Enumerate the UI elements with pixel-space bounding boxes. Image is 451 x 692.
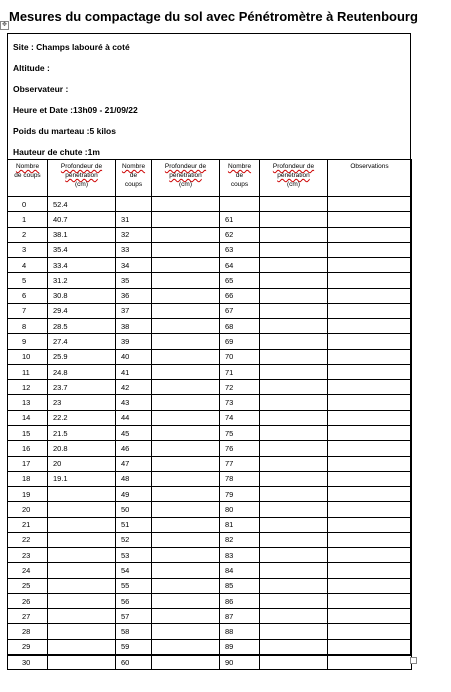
table-cell[interactable] <box>328 578 412 593</box>
table-cell[interactable]: 80 <box>220 502 260 517</box>
table-cell[interactable]: 77 <box>220 456 260 471</box>
table-row <box>8 593 412 608</box>
table-cell[interactable]: 3 <box>8 242 48 257</box>
table-cell[interactable]: 0 <box>8 197 48 212</box>
header-blows-2: Nombre de coups <box>116 160 152 197</box>
header-blows-1: Nombre de coups <box>8 160 48 197</box>
table-cell[interactable] <box>260 334 328 349</box>
table-cell[interactable] <box>48 548 116 563</box>
table-row <box>8 548 412 563</box>
table-cell[interactable] <box>260 212 328 227</box>
table-cell[interactable] <box>152 517 220 532</box>
table-cell[interactable]: 11 <box>8 364 48 379</box>
table-cell[interactable]: 82 <box>220 532 260 547</box>
table-cell[interactable] <box>260 487 328 502</box>
table-cell[interactable] <box>152 654 220 669</box>
table-cell[interactable] <box>152 227 220 242</box>
table-cell[interactable] <box>260 639 328 654</box>
table-cell[interactable]: 33 <box>116 242 152 257</box>
table-cell[interactable] <box>260 654 328 669</box>
table-cell[interactable] <box>48 639 116 654</box>
table-cell[interactable]: 83 <box>220 548 260 563</box>
table-cell[interactable] <box>152 624 220 639</box>
table-cell[interactable]: 32 <box>116 227 152 242</box>
table-cell[interactable] <box>260 380 328 395</box>
table-cell[interactable] <box>328 654 412 669</box>
observer-line[interactable]: Observateur : <box>13 84 69 94</box>
table-cell[interactable] <box>152 319 220 334</box>
table-cell[interactable]: 1 <box>8 212 48 227</box>
table-cell[interactable] <box>260 456 328 471</box>
table-cell[interactable] <box>328 303 412 318</box>
table-cell[interactable] <box>260 227 328 242</box>
table-cell[interactable]: 23.7 <box>48 380 116 395</box>
table-cell[interactable] <box>152 273 220 288</box>
table-cell[interactable] <box>328 227 412 242</box>
table-cell[interactable] <box>328 517 412 532</box>
table-cell[interactable]: 36 <box>116 288 152 303</box>
table-cell[interactable]: 67 <box>220 303 260 318</box>
table-cell[interactable] <box>48 624 116 639</box>
table-cell[interactable] <box>328 212 412 227</box>
table-cell[interactable]: 40.7 <box>48 212 116 227</box>
table-cell[interactable] <box>152 563 220 578</box>
table-cell[interactable]: 51 <box>116 517 152 532</box>
table-cell[interactable] <box>152 212 220 227</box>
table-cell[interactable] <box>152 456 220 471</box>
table-row <box>8 639 412 654</box>
table-cell[interactable]: 78 <box>220 471 260 486</box>
table-cell[interactable]: 75 <box>220 425 260 440</box>
table-cell[interactable] <box>328 593 412 608</box>
header-depth-1: Profondeur de pénétration (cm) <box>48 160 116 197</box>
table-cell[interactable]: 66 <box>220 288 260 303</box>
hammer-weight-line[interactable]: Poids du marteau :5 kilos <box>13 126 116 136</box>
table-cell[interactable] <box>328 532 412 547</box>
table-cell[interactable] <box>48 578 116 593</box>
table-cell[interactable] <box>260 197 328 212</box>
table-cell[interactable] <box>152 425 220 440</box>
table-cell[interactable]: 31.2 <box>48 273 116 288</box>
table-cell[interactable]: 73 <box>220 395 260 410</box>
table-cell[interactable] <box>48 532 116 547</box>
table-cell[interactable] <box>152 364 220 379</box>
table-cell[interactable]: 20 <box>8 502 48 517</box>
table-cell[interactable]: 23 <box>8 548 48 563</box>
drop-height-line[interactable]: Hauteur de chute :1m <box>13 147 100 157</box>
table-cell[interactable]: 38 <box>116 319 152 334</box>
table-cell[interactable] <box>328 349 412 364</box>
table-cell[interactable] <box>328 273 412 288</box>
table-cell[interactable]: 38.1 <box>48 227 116 242</box>
table-row <box>8 303 412 318</box>
table-cell[interactable] <box>328 563 412 578</box>
table-cell[interactable]: 63 <box>220 242 260 257</box>
table-cell[interactable]: 43 <box>116 395 152 410</box>
table-cell[interactable] <box>260 258 328 273</box>
table-cell[interactable]: 52 <box>116 532 152 547</box>
table-cell[interactable]: 35 <box>116 273 152 288</box>
table-cell[interactable]: 76 <box>220 441 260 456</box>
table-row <box>8 578 412 593</box>
table-cell[interactable]: 71 <box>220 364 260 379</box>
table-cell[interactable]: 23 <box>48 395 116 410</box>
table-cell[interactable] <box>152 334 220 349</box>
table-cell[interactable]: 28.5 <box>48 319 116 334</box>
measurement-sheet <box>7 33 411 667</box>
table-cell[interactable] <box>328 441 412 456</box>
table-cell[interactable] <box>260 288 328 303</box>
table-row <box>8 380 412 395</box>
header-observations: Observations <box>328 160 412 197</box>
table-cell[interactable] <box>48 654 116 669</box>
table-cell[interactable]: 25 <box>8 578 48 593</box>
table-cell[interactable]: 28 <box>8 624 48 639</box>
table-cell[interactable] <box>328 319 412 334</box>
table-row <box>8 609 412 624</box>
table-cell[interactable]: 20 <box>48 456 116 471</box>
table-cell[interactable]: 17 <box>8 456 48 471</box>
table-cell[interactable] <box>152 410 220 425</box>
table-cell[interactable]: 41 <box>116 364 152 379</box>
table-cell[interactable]: 70 <box>220 349 260 364</box>
table-cell[interactable] <box>152 639 220 654</box>
table-row <box>8 349 412 364</box>
table-cell[interactable] <box>152 487 220 502</box>
table-cell[interactable]: 74 <box>220 410 260 425</box>
table-row <box>8 319 412 334</box>
table-cell[interactable]: 19 <box>8 487 48 502</box>
table-cell[interactable]: 27.4 <box>48 334 116 349</box>
table-row <box>8 471 412 486</box>
table-cell[interactable] <box>260 578 328 593</box>
table-cell[interactable]: 88 <box>220 624 260 639</box>
table-cell[interactable] <box>260 303 328 318</box>
table-cell[interactable]: 81 <box>220 517 260 532</box>
table-cell[interactable]: 25.9 <box>48 349 116 364</box>
table-row <box>8 441 412 456</box>
table-cell[interactable] <box>152 548 220 563</box>
table-cell[interactable] <box>260 548 328 563</box>
table-cell[interactable]: 50 <box>116 502 152 517</box>
table-cell[interactable] <box>260 395 328 410</box>
table-cell[interactable] <box>48 563 116 578</box>
table-cell[interactable]: 31 <box>116 212 152 227</box>
table-cell[interactable]: 79 <box>220 487 260 502</box>
table-header-row <box>8 160 412 197</box>
table-cell[interactable] <box>260 532 328 547</box>
table-cell[interactable] <box>152 303 220 318</box>
table-cell[interactable]: 42 <box>116 380 152 395</box>
table-cell[interactable] <box>328 364 412 379</box>
table-cell[interactable] <box>328 288 412 303</box>
table-cell[interactable]: 29 <box>8 639 48 654</box>
table-cell[interactable]: 39 <box>116 334 152 349</box>
header-depth-3: Profondeur de pénétration (cm) <box>260 160 328 197</box>
table-cell[interactable] <box>260 502 328 517</box>
table-cell[interactable] <box>328 410 412 425</box>
table-cell[interactable] <box>152 395 220 410</box>
table-row <box>8 395 412 410</box>
table-cell[interactable]: 21 <box>8 517 48 532</box>
table-cell[interactable] <box>328 258 412 273</box>
table-row <box>8 212 412 227</box>
table-cell[interactable] <box>260 273 328 288</box>
table-cell[interactable]: 89 <box>220 639 260 654</box>
table-cell[interactable] <box>328 471 412 486</box>
table-cell[interactable]: 72 <box>220 380 260 395</box>
table-cell[interactable]: 21.5 <box>48 425 116 440</box>
table-cell[interactable] <box>152 502 220 517</box>
table-cell[interactable]: 58 <box>116 624 152 639</box>
table-cell[interactable]: 13 <box>8 395 48 410</box>
altitude-line[interactable]: Altitude : <box>13 63 50 73</box>
table-cell[interactable] <box>260 425 328 440</box>
table-cell[interactable] <box>328 242 412 257</box>
table-cell[interactable]: 6 <box>8 288 48 303</box>
table-cell[interactable]: 56 <box>116 593 152 608</box>
table-cell[interactable]: 44 <box>116 410 152 425</box>
table-cell[interactable]: 37 <box>116 303 152 318</box>
table-cell[interactable]: 46 <box>116 441 152 456</box>
table-cell[interactable] <box>328 609 412 624</box>
header-depth-2: Profondeur de pénétration (cm) <box>152 160 220 197</box>
table-row <box>8 227 412 242</box>
table-row <box>8 197 412 212</box>
table-cell[interactable]: 55 <box>116 578 152 593</box>
table-cell[interactable] <box>152 242 220 257</box>
table-cell[interactable]: 24.8 <box>48 364 116 379</box>
table-cell[interactable] <box>152 593 220 608</box>
table-cell[interactable]: 9 <box>8 334 48 349</box>
table-cell[interactable] <box>152 197 220 212</box>
table-cell[interactable]: 22 <box>8 532 48 547</box>
table-cell[interactable]: 18 <box>8 471 48 486</box>
table-cell[interactable]: 16 <box>8 441 48 456</box>
table-cell[interactable] <box>328 197 412 212</box>
table-cell[interactable] <box>260 471 328 486</box>
table-cell[interactable] <box>328 334 412 349</box>
table-cell[interactable] <box>328 456 412 471</box>
table-row <box>8 487 412 502</box>
table-cell[interactable] <box>260 410 328 425</box>
table-cell[interactable] <box>48 593 116 608</box>
table-cell[interactable]: 33.4 <box>48 258 116 273</box>
site-line[interactable]: Site : Champs labouré à coté <box>13 42 130 52</box>
table-cell[interactable] <box>48 502 116 517</box>
table-cell[interactable]: 29.4 <box>48 303 116 318</box>
table-row <box>8 410 412 425</box>
table-cell[interactable]: 35.4 <box>48 242 116 257</box>
table-cell[interactable]: 34 <box>116 258 152 273</box>
table-cell[interactable] <box>116 197 152 212</box>
table-row <box>8 288 412 303</box>
table-cell[interactable] <box>260 242 328 257</box>
table-cell[interactable] <box>152 258 220 273</box>
table-cell[interactable]: 20.8 <box>48 441 116 456</box>
document-title: Mesures du compactage du sol avec Pénétromètre à Reutenbourg <box>9 9 418 24</box>
table-row <box>8 563 412 578</box>
table-cell[interactable] <box>152 288 220 303</box>
table-cell[interactable] <box>48 517 116 532</box>
table-move-handle-icon[interactable]: ✥ <box>1 22 8 28</box>
table-cell[interactable]: 69 <box>220 334 260 349</box>
table-cell[interactable]: 7 <box>8 303 48 318</box>
table-cell[interactable] <box>48 609 116 624</box>
table-cell[interactable]: 57 <box>116 609 152 624</box>
table-row <box>8 456 412 471</box>
table-cell[interactable]: 87 <box>220 609 260 624</box>
site-info-block <box>8 34 410 159</box>
table-cell[interactable] <box>260 609 328 624</box>
table-cell[interactable]: 30.8 <box>48 288 116 303</box>
table-cell[interactable]: 48 <box>116 471 152 486</box>
table-cell[interactable]: 84 <box>220 563 260 578</box>
table-cell[interactable]: 53 <box>116 548 152 563</box>
table-cell[interactable] <box>260 517 328 532</box>
measurements-table <box>7 159 412 670</box>
table-cell[interactable]: 52.4 <box>48 197 116 212</box>
header-blows-3: Nombre de coups <box>220 160 260 197</box>
table-cell[interactable] <box>260 563 328 578</box>
table-cell[interactable]: 8 <box>8 319 48 334</box>
table-cell[interactable] <box>328 487 412 502</box>
table-cell[interactable]: 85 <box>220 578 260 593</box>
table-cell[interactable]: 90 <box>220 654 260 669</box>
table-cell[interactable]: 5 <box>8 273 48 288</box>
table-cell[interactable] <box>328 639 412 654</box>
table-row <box>8 334 412 349</box>
table-cell[interactable]: 59 <box>116 639 152 654</box>
table-cell[interactable] <box>152 349 220 364</box>
table-resize-handle-icon[interactable] <box>410 657 417 664</box>
table-cell[interactable] <box>152 380 220 395</box>
table-cell[interactable] <box>152 532 220 547</box>
table-row <box>8 502 412 517</box>
table-cell[interactable]: 86 <box>220 593 260 608</box>
table-cell[interactable]: 45 <box>116 425 152 440</box>
table-cell[interactable]: 15 <box>8 425 48 440</box>
table-cell[interactable] <box>260 349 328 364</box>
table-cell[interactable]: 49 <box>116 487 152 502</box>
table-cell[interactable] <box>260 624 328 639</box>
table-cell[interactable]: 14 <box>8 410 48 425</box>
table-cell[interactable] <box>152 609 220 624</box>
table-cell[interactable] <box>328 502 412 517</box>
table-cell[interactable]: 12 <box>8 380 48 395</box>
table-cell[interactable]: 47 <box>116 456 152 471</box>
table-cell[interactable] <box>48 487 116 502</box>
table-cell[interactable]: 26 <box>8 593 48 608</box>
table-row <box>8 624 412 639</box>
table-row <box>8 532 412 547</box>
table-cell[interactable]: 22.2 <box>48 410 116 425</box>
table-cell[interactable] <box>152 441 220 456</box>
table-cell[interactable]: 4 <box>8 258 48 273</box>
table-body <box>8 197 412 670</box>
table-row <box>8 364 412 379</box>
table-cell[interactable]: 65 <box>220 273 260 288</box>
table-cell[interactable]: 62 <box>220 227 260 242</box>
table-cell[interactable] <box>260 441 328 456</box>
time-date-line[interactable]: Heure et Date :13h09 - 21/09/22 <box>13 105 138 115</box>
table-row <box>8 517 412 532</box>
table-row <box>8 425 412 440</box>
table-cell[interactable] <box>152 471 220 486</box>
table-cell[interactable]: 64 <box>220 258 260 273</box>
table-row <box>8 258 412 273</box>
table-cell[interactable] <box>328 624 412 639</box>
table-cell[interactable]: 54 <box>116 563 152 578</box>
table-cell[interactable] <box>328 395 412 410</box>
table-cell[interactable]: 27 <box>8 609 48 624</box>
table-cell[interactable]: 24 <box>8 563 48 578</box>
table-row <box>8 654 412 669</box>
table-cell[interactable]: 19.1 <box>48 471 116 486</box>
table-cell[interactable]: 40 <box>116 349 152 364</box>
table-cell[interactable]: 10 <box>8 349 48 364</box>
table-cell[interactable]: 30 <box>8 654 48 669</box>
table-cell[interactable] <box>328 380 412 395</box>
table-cell[interactable]: 61 <box>220 212 260 227</box>
table-cell[interactable] <box>328 425 412 440</box>
table-cell[interactable] <box>328 548 412 563</box>
table-cell[interactable] <box>152 578 220 593</box>
table-cell[interactable] <box>260 593 328 608</box>
table-row <box>8 273 412 288</box>
table-cell[interactable] <box>260 364 328 379</box>
table-cell[interactable]: 60 <box>116 654 152 669</box>
table-cell[interactable] <box>260 319 328 334</box>
table-cell[interactable]: 68 <box>220 319 260 334</box>
table-cell[interactable]: 2 <box>8 227 48 242</box>
table-cell[interactable] <box>220 197 260 212</box>
table-row <box>8 242 412 257</box>
